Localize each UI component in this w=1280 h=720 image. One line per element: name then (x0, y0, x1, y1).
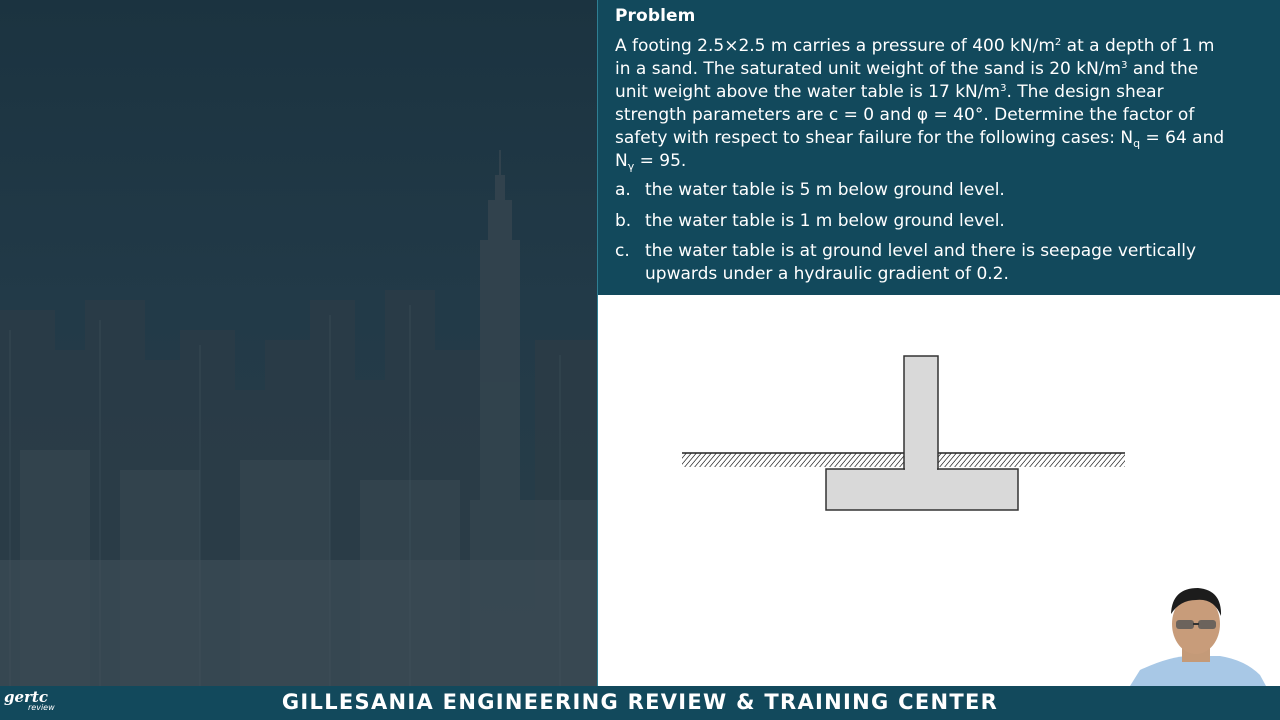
case-letter: a. (615, 180, 631, 200)
problem-statement (615, 35, 1225, 173)
problem-text-part: A footing 2.5×2.5 m carries a pressure of 400 kN/m (615, 36, 1055, 56)
footer-title: GILLESANIA ENGINEERING REVIEW & TRAINING CENTER (281, 690, 999, 714)
case-text: the water table is at ground level and there is seepage vertically upwards under a hydraulic gradient of 0.2. (645, 241, 1197, 284)
case-letter: b. (615, 211, 632, 231)
superscript: 3 (1000, 83, 1007, 94)
superscript: 2 (1054, 37, 1062, 48)
problem-text-part: = 64 and N (615, 128, 1225, 171)
city-skyline-illustration (0, 0, 597, 686)
problem-text-part: . The design shear strength parameters are c = 0 and φ = 40°. Determine the factor of safety with respect to shear failure for the following cases: N (615, 82, 1195, 148)
logo-sub-text: review (28, 703, 55, 712)
footer-banner (0, 686, 1280, 720)
logo-main-text: gertc (4, 688, 48, 706)
subscript: q (1133, 137, 1141, 150)
presenter-webcam (1130, 580, 1280, 686)
soil-hatching-right (938, 453, 1125, 467)
soil-hatching-left (682, 453, 906, 467)
problem-text-part: = 95. (634, 151, 687, 171)
presenter-avatar (1130, 580, 1280, 686)
case-letter: c. (615, 241, 630, 261)
case-text: the water table is 5 m below ground level. (645, 180, 1005, 200)
gertc-logo (4, 688, 60, 718)
case-text: the water table is 1 m below ground level. (645, 211, 1005, 231)
subscript: γ (627, 160, 635, 173)
problem-title: Problem (615, 6, 696, 26)
problem-panel (598, 0, 1280, 295)
footing-base (826, 469, 1018, 510)
superscript: 3 (1121, 60, 1128, 71)
problem-text-part: and the unit weight above the water table is 17 kN/m (615, 59, 1199, 102)
footing-column (904, 356, 938, 469)
city-background (0, 0, 597, 686)
problem-text-part: at a depth of 1 m in a sand. The saturated unit weight of the sand is 20 kN/m (615, 36, 1215, 79)
